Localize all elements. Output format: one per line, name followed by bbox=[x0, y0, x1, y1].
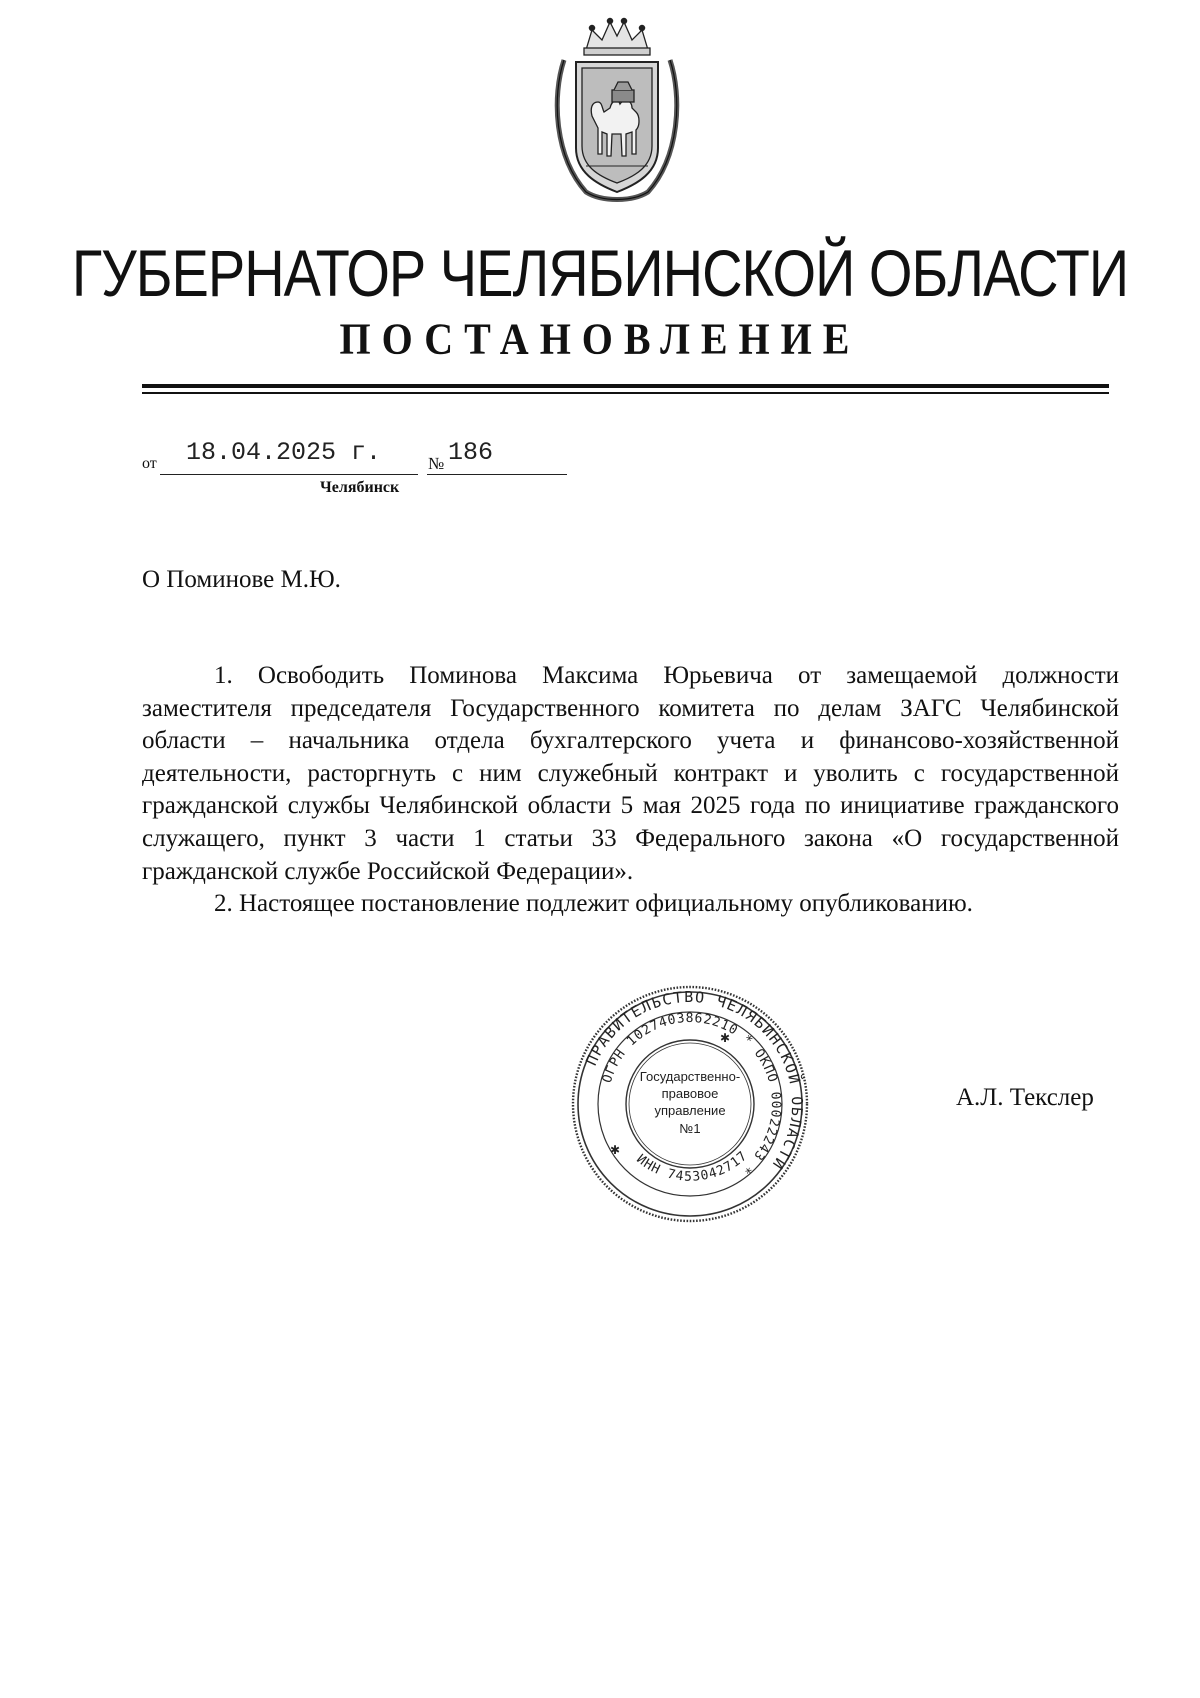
document-date: 18.04.2025 г. bbox=[186, 438, 382, 467]
seal-star-icon: ✱ bbox=[720, 1031, 731, 1045]
signer-name: А.Л. Текслер bbox=[956, 1084, 1094, 1111]
seal-center-line: Государственно- bbox=[639, 1069, 741, 1084]
document-city: Челябинск bbox=[320, 479, 400, 496]
number-underline bbox=[427, 474, 567, 475]
official-seal bbox=[570, 984, 810, 1224]
document-body bbox=[142, 660, 1119, 921]
authority-title: ГУБЕРНАТОР ЧЕЛЯБИНСКОЙ ОБЛАСТИ bbox=[71, 236, 1129, 311]
seal-outer-text: ПРАВИТЕЛЬСТВО ЧЕЛЯБИНСКОЙ ОБЛАСТИ bbox=[582, 987, 807, 1174]
header-divider-thick bbox=[142, 384, 1109, 388]
header-divider-thin bbox=[142, 392, 1109, 394]
seal-inner-ring-text: ОГРН 1027403862210 * ОКПО 00022243 * bbox=[599, 1010, 784, 1178]
number-label: № bbox=[428, 454, 445, 473]
seal-center-line: управление bbox=[654, 1103, 726, 1118]
body-item: 1. Освободить Поминова Максима Юрьевича от замещаемой должности заместителя председателя Государственного комитета по делам ЗАГС Челябинской области – начальника отдела бухгалтерского учета и финансово-хозяйственной деятельности, расторгнуть с ним служебный контракт и уволить с государственной гражданской службы Челябинской области 5 мая 2025 года по инициативе гражданского служащего, пункт 3 части 1 статьи 33 Федерального закона «О государственной гражданской службе Российской Федерации». bbox=[142, 662, 1119, 885]
coat-of-arms-emblem bbox=[546, 16, 688, 208]
seal-star-icon: ✱ bbox=[610, 1143, 621, 1157]
date-underline bbox=[160, 474, 418, 475]
document-number: 186 bbox=[448, 438, 494, 467]
seal-center-line: правовое bbox=[661, 1086, 719, 1101]
date-label: от bbox=[142, 455, 157, 472]
document-subject: О Поминове М.Ю. bbox=[142, 566, 341, 593]
body-item: 2. Настоящее постановление подлежит официальному опубликованию. bbox=[214, 890, 973, 918]
seal-center-line: №1 bbox=[679, 1121, 701, 1136]
document-type: ПОСТАНОВЛЕНИЕ bbox=[339, 313, 861, 364]
seal-bottom-text: ИНН 7453042717 bbox=[633, 1148, 751, 1185]
